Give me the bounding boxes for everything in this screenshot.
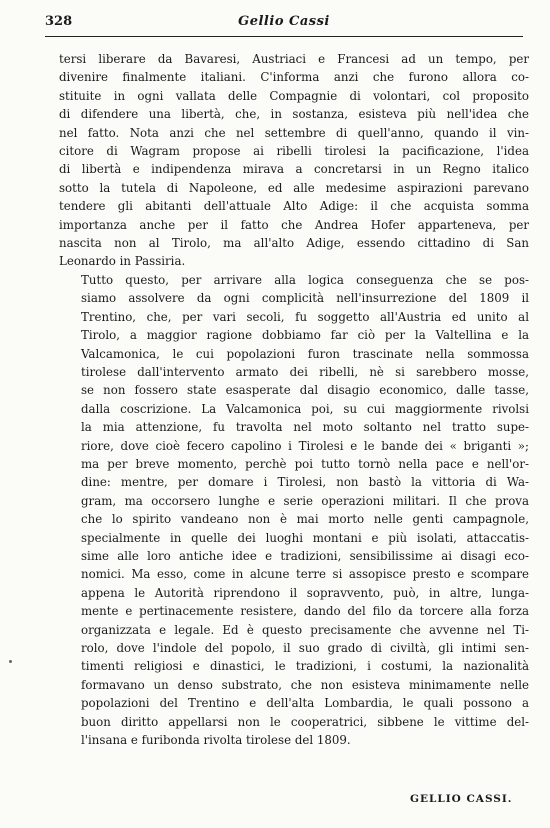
- text-line: Trentino, che, per vari secoli, fu soggetto all'Austria ed unito al: [81, 309, 529, 324]
- text-line: buon diritto appellarsi non le cooperatrici, sibbene le vittime del-: [81, 714, 529, 729]
- text-line: nel fatto. Nota anzi che nel settembre di quell'anno, quando il vin-: [59, 125, 529, 140]
- text-line: sotto la tutela di Napoleone, ed alle medesime aspirazioni parevano: [59, 180, 529, 195]
- margin-speck: [9, 660, 12, 663]
- text-line: mente e pertinacemente resistere, dando del filo da torcere alla forza: [81, 604, 529, 619]
- author-signature: GELLIO CASSI.: [410, 793, 513, 805]
- text-line: timenti religiosi e dinastici, le tradizioni, i costumi, la nazionalità: [81, 659, 529, 674]
- header-rule: [45, 36, 523, 37]
- text-line: siamo assolvere da ogni complicità nell'insurrezione del 1809 il: [81, 291, 529, 306]
- text-line: dine: mentre, per domare i Tirolesi, non bastò la vittoria di Wa-: [81, 475, 529, 490]
- text-line: tendere gli abitanti dell'attuale Alto Adige: il che acquista somma: [59, 199, 529, 214]
- text-line: la mia attenzione, fu travolta nel moto soltanto nel tratto supe-: [81, 420, 529, 435]
- text-line: stituite in ogni vallata delle Compagnie di volontari, col proposito: [59, 88, 529, 103]
- text-line: tirolese dall'intervento armato dei ribelli, nè si sarebbero mosse,: [81, 364, 529, 379]
- text-line: formavano un denso substrato, che non esisteva minimamente nelle: [81, 677, 529, 692]
- text-line: l'insana e furibonda rivolta tirolese del 1809.: [81, 733, 351, 748]
- text-line: divenire finalmente italiani. C'informa anzi che furono allora co-: [59, 70, 529, 85]
- text-line: Tutto questo, per arrivare alla logica conseguenza che se pos-: [81, 272, 529, 287]
- page-header: [45, 14, 523, 38]
- text-line: gram, ma occorsero lunghe e serie operazioni militari. Il che prova: [81, 493, 529, 508]
- text-line: popolazioni del Trentino e dell'alta Lombardia, le quali possono a: [81, 696, 529, 711]
- text-line: Tirolo, a maggior ragione dobbiamo far ciò per la Valtellina e la: [81, 328, 529, 343]
- text-line: citore di Wagram propose ai ribelli tirolesi la pacificazione, l'idea: [59, 144, 529, 159]
- page-number: 328: [45, 14, 73, 29]
- paragraph-2: [59, 271, 529, 750]
- running-title: Gellio Cassi: [238, 14, 330, 29]
- text-line: nascita non al Tirolo, ma all'alto Adige, essendo cittadino di San: [59, 236, 529, 251]
- text-line: se non fossero state esasperate dal disagio economico, dalle tasse,: [81, 383, 529, 398]
- text-line: rolo, dove l'indole del popolo, il suo grado di civiltà, gli intimi sen-: [81, 641, 529, 655]
- text-line: Leonardo in Passiria.: [59, 254, 186, 269]
- paragraph-1: [59, 50, 529, 271]
- text-line: dalla coscrizione. La Valcamonica poi, su cui maggiormente rivolsi: [81, 401, 529, 416]
- text-line: appena le Autorità riprendono il sopravvento, può, in altre, lunga-: [81, 585, 529, 600]
- text-line: specialmente in quelle dei luoghi montani e più isolati, attaccatis-: [81, 530, 529, 545]
- text-line: che lo spirito vandeano non è mai morto nelle genti campagnole,: [81, 512, 529, 527]
- body-text: [59, 50, 529, 749]
- text-line: ma per breve momento, perchè poi tutto tornò nella pace e nell'or-: [81, 456, 529, 471]
- text-line: Valcamonica, le cui popolazioni furon trascinate nella sommossa: [81, 346, 529, 361]
- text-line: riore, dove cioè fecero capolino i Tirolesi e le bande dei « briganti »;: [81, 438, 529, 453]
- text-line: organizzata e legale. Ed è questo precisamente che avvenne nel Ti-: [81, 622, 529, 637]
- text-line: sime alle loro antiche idee e tradizioni, sensibilissime ai disagi eco-: [81, 548, 529, 563]
- text-line: importanza anche per il fatto che Andrea Hofer apparteneva, per: [59, 217, 529, 232]
- text-line: tersi liberare da Bavaresi, Austriaci e Francesi ad un tempo, per: [59, 52, 529, 66]
- text-line: di libertà e indipendenza mirava a concretarsi in un Regno italico: [59, 162, 529, 177]
- text-line: nomici. Ma esso, come in alcune terre si assopisce presto e scompare: [81, 567, 529, 582]
- text-line: di difendere una libertà, che, in sostanza, esisteva più nell'idea che: [59, 107, 529, 122]
